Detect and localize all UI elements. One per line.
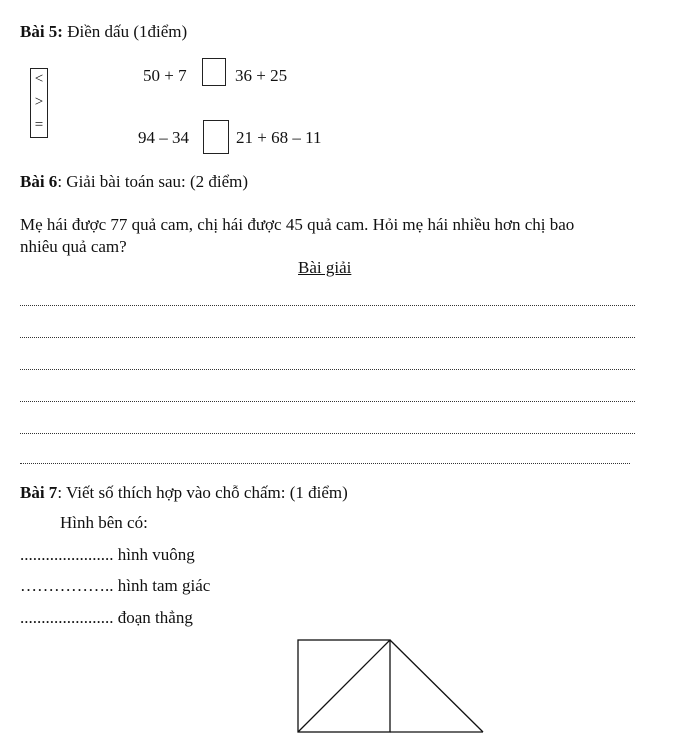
row1-right-expression: 36 + 25 xyxy=(235,66,288,85)
squares-blank[interactable]: ...................... xyxy=(20,545,114,564)
bai6-title-rest: : Giải bài toán sau: (2 điểm) xyxy=(57,172,249,191)
figure-triangle-hypotenuse xyxy=(390,640,483,732)
row2-right-expression: 21 + 68 – 11 xyxy=(236,128,322,147)
bai5-title xyxy=(20,22,187,42)
bai7-intro: Hình bên có: xyxy=(60,513,148,532)
bai7-item-squares xyxy=(20,545,195,565)
sign-options-box xyxy=(30,68,48,138)
sign-greater-than: > xyxy=(34,94,44,110)
bai5-title-bold: Bài 5: xyxy=(20,22,63,41)
row2-answer-box[interactable] xyxy=(203,120,229,154)
bai5-title-rest: Điền dấu (1điểm) xyxy=(62,22,188,41)
squares-label: hình vuông xyxy=(113,545,195,564)
bai7-title-rest: : Viết số thích hợp vào chỗ chấm: (1 điểm) xyxy=(57,483,348,502)
figure-square-diagonal xyxy=(298,640,390,732)
segments-label: đoạn thẳng xyxy=(113,608,193,627)
bai6-title-bold: Bài 6 xyxy=(20,172,58,191)
sign-less-than: < xyxy=(34,71,44,87)
answer-line-1[interactable] xyxy=(20,305,635,306)
answer-line-4[interactable] xyxy=(20,401,635,402)
triangles-label: hình tam giác xyxy=(113,576,211,595)
bai7-title xyxy=(20,483,348,503)
bai7-title-bold: Bài 7 xyxy=(20,483,58,502)
row1-left-expression: 50 + 7 xyxy=(143,66,187,85)
segments-blank[interactable]: ...................... xyxy=(20,608,114,627)
bai7-item-segments xyxy=(20,608,193,628)
bai6-title xyxy=(20,172,248,192)
geometry-figure xyxy=(290,632,490,740)
answer-line-6[interactable] xyxy=(20,463,630,464)
bai7-item-triangles xyxy=(20,576,210,596)
row2-left-expression: 94 – 34 xyxy=(138,128,189,147)
sign-equals: = xyxy=(34,117,44,133)
solution-heading: Bài giải xyxy=(298,258,352,277)
answer-line-3[interactable] xyxy=(20,369,635,370)
bai6-problem-line1: Mẹ hái được 77 quả cam, chị hái được 45 quả cam. Hỏi mẹ hái nhiều hơn chị bao xyxy=(20,215,575,234)
answer-line-2[interactable] xyxy=(20,337,635,338)
triangles-blank[interactable]: …………….. xyxy=(20,576,114,595)
row1-answer-box[interactable] xyxy=(202,58,226,86)
bai6-problem-line2: nhiêu quả cam? xyxy=(20,237,127,256)
answer-line-5[interactable] xyxy=(20,433,635,434)
